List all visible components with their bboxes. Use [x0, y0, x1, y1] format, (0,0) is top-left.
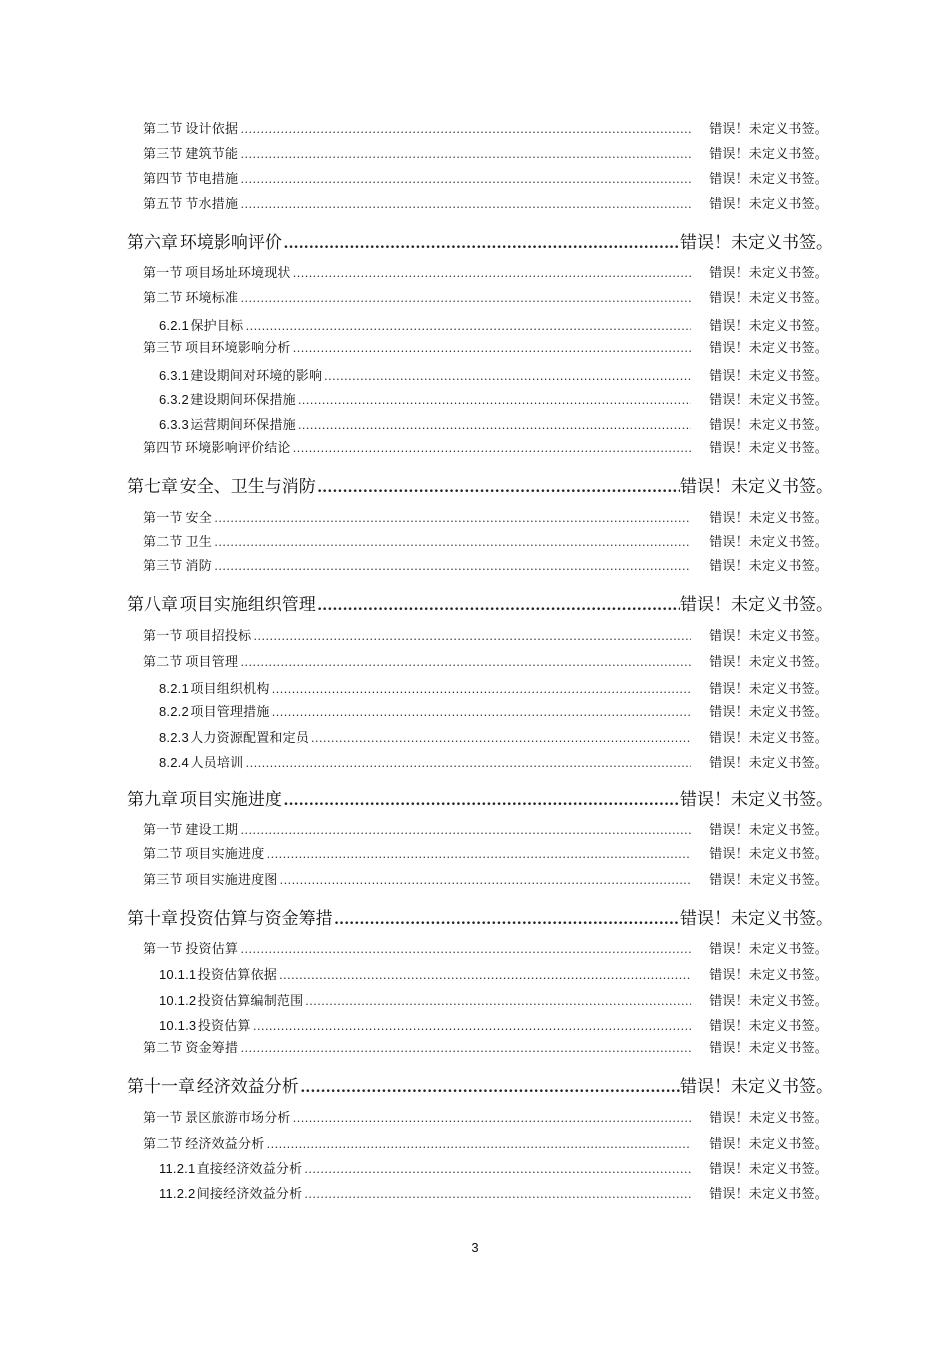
toc-section-entry[interactable] [159, 365, 828, 384]
toc-entry-title: 建设期间环保措施 [190, 393, 296, 408]
toc-entry-title: 资金筹措 [185, 1041, 239, 1056]
dot-leader [241, 148, 692, 161]
dot-leader [241, 824, 692, 837]
toc-section-entry[interactable] [143, 287, 828, 306]
toc-page-reference: 错误！未定义书签。 [709, 1111, 828, 1126]
dot-leader [279, 969, 691, 982]
toc-entry-title: 项目实施组织管理 [179, 595, 316, 615]
toc-section-entry[interactable] [159, 752, 828, 771]
toc-page-reference: 错误！未定义书签。 [680, 909, 834, 929]
toc-entry-title: 安全、卫生与消防 [179, 477, 316, 497]
toc-page-reference: 错误！未定义书签。 [709, 1187, 829, 1202]
toc-chapter-entry[interactable] [127, 472, 833, 497]
dot-leader [241, 656, 692, 669]
dot-leader [267, 1138, 692, 1151]
dot-leader [298, 419, 691, 432]
toc-entry-title: 投资估算与资金筹措 [179, 909, 333, 929]
toc-page-reference: 错误！未定义书签。 [709, 291, 828, 306]
toc-entry-number: 第十章 [127, 909, 178, 929]
toc-entry-number: 8.2.2 [159, 704, 189, 719]
dot-leader [246, 757, 692, 770]
toc-page-reference: 错误！未定义书签。 [709, 968, 828, 983]
toc-section-entry[interactable] [159, 990, 828, 1009]
toc-entry-number: 第十一章 [127, 1077, 195, 1097]
dot-leader [241, 1042, 692, 1055]
toc-chapter-entry[interactable] [127, 785, 833, 810]
toc-entry-number: 第二节 [143, 291, 183, 306]
toc-entry-number: 第五节 [143, 197, 183, 212]
toc-entry-title: 项目实施进度 [179, 790, 282, 810]
toc-entry-number: 8.2.3 [159, 730, 189, 745]
toc-entry-title: 人员培训 [190, 756, 244, 771]
toc-entry-number: 第二节 [143, 535, 183, 550]
toc-entry-title: 直接经济效益分析 [196, 1162, 303, 1177]
dot-leader [293, 1112, 691, 1125]
toc-entry-title: 项目管理措施 [190, 705, 270, 720]
toc-entry-title: 投资估算依据 [197, 968, 277, 983]
dot-leader [241, 292, 692, 305]
dot-leader [305, 995, 691, 1008]
toc-page-reference: 错误！未定义书签。 [709, 122, 828, 137]
toc-entry-number: 第八章 [127, 595, 178, 615]
toc-section-entry[interactable] [143, 1133, 828, 1152]
toc-entry-title: 投资估算 [197, 1019, 251, 1034]
dot-leader [253, 1020, 691, 1033]
toc-entry-number: 第二节 [143, 847, 183, 862]
toc-entry-number: 第一节 [143, 1111, 183, 1126]
toc-page-reference: 错误！未定义书签。 [709, 1019, 828, 1034]
toc-section-entry[interactable] [159, 964, 828, 983]
toc-section-entry[interactable] [143, 938, 828, 957]
dot-leader [324, 370, 691, 383]
toc-entry-title: 环境影响评价 [179, 233, 282, 253]
dot-leader [317, 598, 680, 614]
toc-page-reference: 错误！未定义书签。 [709, 756, 828, 771]
toc-page-reference: 错误！未定义书签。 [709, 393, 828, 408]
toc-entry-number: 11.2.1 [159, 1161, 196, 1176]
dot-leader [317, 480, 680, 496]
toc-section-entry[interactable] [159, 1183, 828, 1202]
toc-entry-title: 项目组织机构 [190, 682, 270, 697]
toc-entry-number: 10.1.2 [159, 993, 197, 1008]
toc-section-entry[interactable] [159, 315, 828, 334]
dot-leader [311, 732, 691, 745]
toc-entry-number: 第三节 [143, 147, 183, 162]
toc-page-reference: 错误！未定义书签。 [709, 705, 828, 720]
toc-entry-number: 第一节 [143, 942, 183, 957]
toc-entry-title: 安全 [185, 511, 212, 526]
toc-section-entry[interactable] [143, 1107, 828, 1126]
toc-page-reference: 错误！未定义书签。 [709, 418, 828, 433]
toc-entry-number: 10.1.1 [159, 967, 197, 982]
toc-entry-number: 第二节 [143, 1041, 183, 1056]
dot-leader [214, 536, 691, 549]
dot-leader [214, 512, 691, 525]
toc-page-reference: 错误！未定义书签。 [709, 682, 828, 697]
toc-entry-number: 6.3.3 [159, 417, 189, 432]
toc-chapter-entry[interactable] [127, 904, 833, 929]
toc-page-reference: 错误！未定义书签。 [709, 1137, 828, 1152]
dot-leader [304, 1163, 691, 1176]
dot-leader [300, 1080, 680, 1096]
dot-leader [284, 793, 680, 809]
toc-entry-title: 建筑节能 [185, 147, 239, 162]
toc-page-reference: 错误！未定义书签。 [709, 172, 828, 187]
dot-leader [298, 394, 691, 407]
toc-section-entry[interactable] [143, 625, 828, 644]
toc-entry-title: 项目环境影响分析 [185, 341, 291, 356]
toc-page-reference: 错误！未定义书签。 [709, 942, 828, 957]
toc-page-reference: 错误！未定义书签。 [709, 731, 828, 746]
toc-entry-title: 环境影响评价结论 [185, 441, 291, 456]
dot-leader [272, 706, 691, 719]
toc-page-reference: 错误！未定义书签。 [709, 369, 828, 384]
toc-section-entry[interactable] [143, 531, 828, 550]
toc-section-entry[interactable] [159, 727, 828, 746]
toc-entry-number: 第二节 [143, 122, 183, 137]
toc-entry-title: 环境标准 [185, 291, 239, 306]
toc-section-entry[interactable] [159, 1015, 828, 1034]
toc-section-entry[interactable] [159, 701, 828, 720]
dot-leader [241, 943, 692, 956]
toc-entry-title: 经济效益分析 [196, 1077, 299, 1097]
toc-entry-number: 第一节 [143, 823, 183, 838]
toc-section-entry[interactable] [143, 193, 828, 212]
toc-page-reference: 错误！未定义书签。 [709, 655, 828, 670]
toc-page-reference: 错误！未定义书签。 [709, 994, 828, 1009]
toc-page-reference: 错误！未定义书签。 [680, 233, 833, 253]
toc-chapter-entry[interactable] [127, 1072, 833, 1097]
toc-page-reference: 错误！未定义书签。 [680, 1077, 833, 1097]
toc-entry-title: 建设工期 [185, 823, 239, 838]
toc-page-reference: 错误！未定义书签。 [680, 595, 833, 615]
toc-entry-number: 10.1.3 [159, 1018, 197, 1033]
dot-leader [293, 267, 691, 280]
dot-leader [254, 630, 692, 643]
toc-page-reference: 错误！未定义书签。 [709, 847, 828, 862]
toc-entry-number: 6.3.1 [159, 368, 189, 383]
toc-entry-number: 第七章 [127, 477, 178, 497]
dot-leader [334, 912, 680, 928]
dot-leader [267, 848, 692, 861]
toc-section-entry[interactable] [159, 1158, 828, 1177]
toc-page-reference: 错误！未定义书签。 [709, 147, 828, 162]
toc-page-reference: 错误！未定义书签。 [709, 1041, 828, 1056]
toc-entry-title: 景区旅游市场分析 [185, 1111, 291, 1126]
toc-entry-title: 建设期间对环境的影响 [190, 369, 323, 384]
toc-entry-title: 设计依据 [185, 122, 239, 137]
toc-entry-title: 项目招投标 [185, 629, 252, 644]
toc-entry-title: 投资估算 [185, 942, 239, 957]
toc-section-entry[interactable] [143, 262, 828, 281]
toc-section-entry[interactable] [143, 168, 828, 187]
toc-section-entry[interactable] [143, 143, 828, 162]
toc-page-reference: 错误！未定义书签。 [709, 511, 829, 526]
toc-page-reference: 错误！未定义书签。 [709, 341, 828, 356]
toc-section-entry[interactable] [143, 869, 828, 888]
toc-page-reference: 错误！未定义书签。 [709, 823, 828, 838]
toc-page-reference: 错误！未定义书签。 [680, 477, 833, 497]
dot-leader [214, 560, 691, 573]
toc-section-entry[interactable] [143, 118, 828, 137]
toc-entry-number: 第六章 [127, 233, 178, 253]
toc-section-entry[interactable] [143, 1037, 828, 1056]
toc-entry-number: 6.3.2 [159, 392, 189, 407]
toc-entry-number: 8.2.1 [159, 681, 189, 696]
page-number: 3 [471, 1240, 479, 1255]
toc-page-reference: 错误！未定义书签。 [680, 790, 833, 810]
toc-entry-title: 项目管理 [185, 655, 239, 670]
toc-entry-number: 第四节 [143, 441, 183, 456]
toc-section-entry[interactable] [143, 819, 828, 838]
toc-entry-title: 投资估算编制范围 [197, 994, 304, 1009]
toc-entry-title: 间接经济效益分析 [196, 1187, 303, 1202]
toc-page-reference: 错误！未定义书签。 [709, 535, 829, 550]
toc-chapter-entry[interactable] [127, 228, 833, 253]
toc-entry-title: 人力资源配置和定员 [190, 731, 310, 746]
toc-page-reference: 错误！未定义书签。 [709, 629, 828, 644]
toc-entry-title: 卫生 [185, 535, 212, 550]
toc-section-entry[interactable] [159, 389, 828, 408]
dot-leader [246, 320, 692, 333]
toc-section-entry[interactable] [143, 337, 828, 356]
toc-entry-number: 第一节 [143, 266, 183, 281]
toc-entry-number: 11.2.2 [159, 1186, 196, 1201]
toc-entry-number: 6.2.1 [159, 318, 189, 333]
toc-chapter-entry[interactable] [127, 590, 833, 615]
toc-section-entry[interactable] [159, 414, 828, 433]
toc-page-reference: 错误！未定义书签。 [709, 1162, 829, 1177]
dot-leader [293, 342, 691, 355]
toc-entry-title: 项目场址环境现状 [185, 266, 291, 281]
toc-entry-number: 第四节 [143, 172, 183, 187]
toc-section-entry[interactable] [159, 678, 828, 697]
toc-section-entry[interactable] [143, 507, 828, 526]
toc-page-reference: 错误！未定义书签。 [709, 266, 828, 281]
toc-entry-number: 第三节 [143, 559, 183, 574]
dot-leader [241, 173, 692, 186]
toc-entry-number: 第三节 [143, 341, 183, 356]
toc-entry-number: 第二节 [143, 655, 183, 670]
toc-entry-number: 第二节 [143, 1137, 183, 1152]
toc-entry-title: 消防 [185, 559, 212, 574]
toc-entry-title: 节电措施 [185, 172, 239, 187]
toc-entry-title: 运营期间环保措施 [190, 418, 296, 433]
toc-entry-number: 第一节 [143, 629, 183, 644]
dot-leader [293, 442, 691, 455]
toc-section-entry[interactable] [143, 437, 828, 456]
toc-entry-title: 经济效益分析 [185, 1137, 265, 1152]
toc-entry-title: 项目实施进度 [185, 847, 265, 862]
toc-page-reference: 错误！未定义书签。 [709, 441, 828, 456]
toc-page-reference: 错误！未定义书签。 [709, 873, 829, 888]
dot-leader [304, 1188, 691, 1201]
toc-section-entry[interactable] [143, 843, 828, 862]
toc-page-reference: 错误！未定义书签。 [709, 559, 829, 574]
toc-page-reference: 错误！未定义书签。 [709, 319, 828, 334]
toc-section-entry[interactable] [143, 555, 828, 574]
dot-leader [241, 198, 692, 211]
dot-leader [284, 236, 680, 252]
toc-entry-title: 节水措施 [185, 197, 239, 212]
dot-leader [280, 874, 692, 887]
toc-entry-number: 第三节 [143, 873, 183, 888]
toc-entry-title: 保护目标 [190, 319, 244, 334]
toc-section-entry[interactable] [143, 651, 828, 670]
toc-entry-number: 8.2.4 [159, 755, 189, 770]
toc-page-reference: 错误！未定义书签。 [709, 197, 828, 212]
dot-leader [241, 123, 692, 136]
toc-entry-number: 第一节 [143, 511, 183, 526]
toc-entry-number: 第九章 [127, 790, 178, 810]
toc-entry-title: 项目实施进度图 [185, 873, 278, 888]
dot-leader [272, 683, 691, 696]
